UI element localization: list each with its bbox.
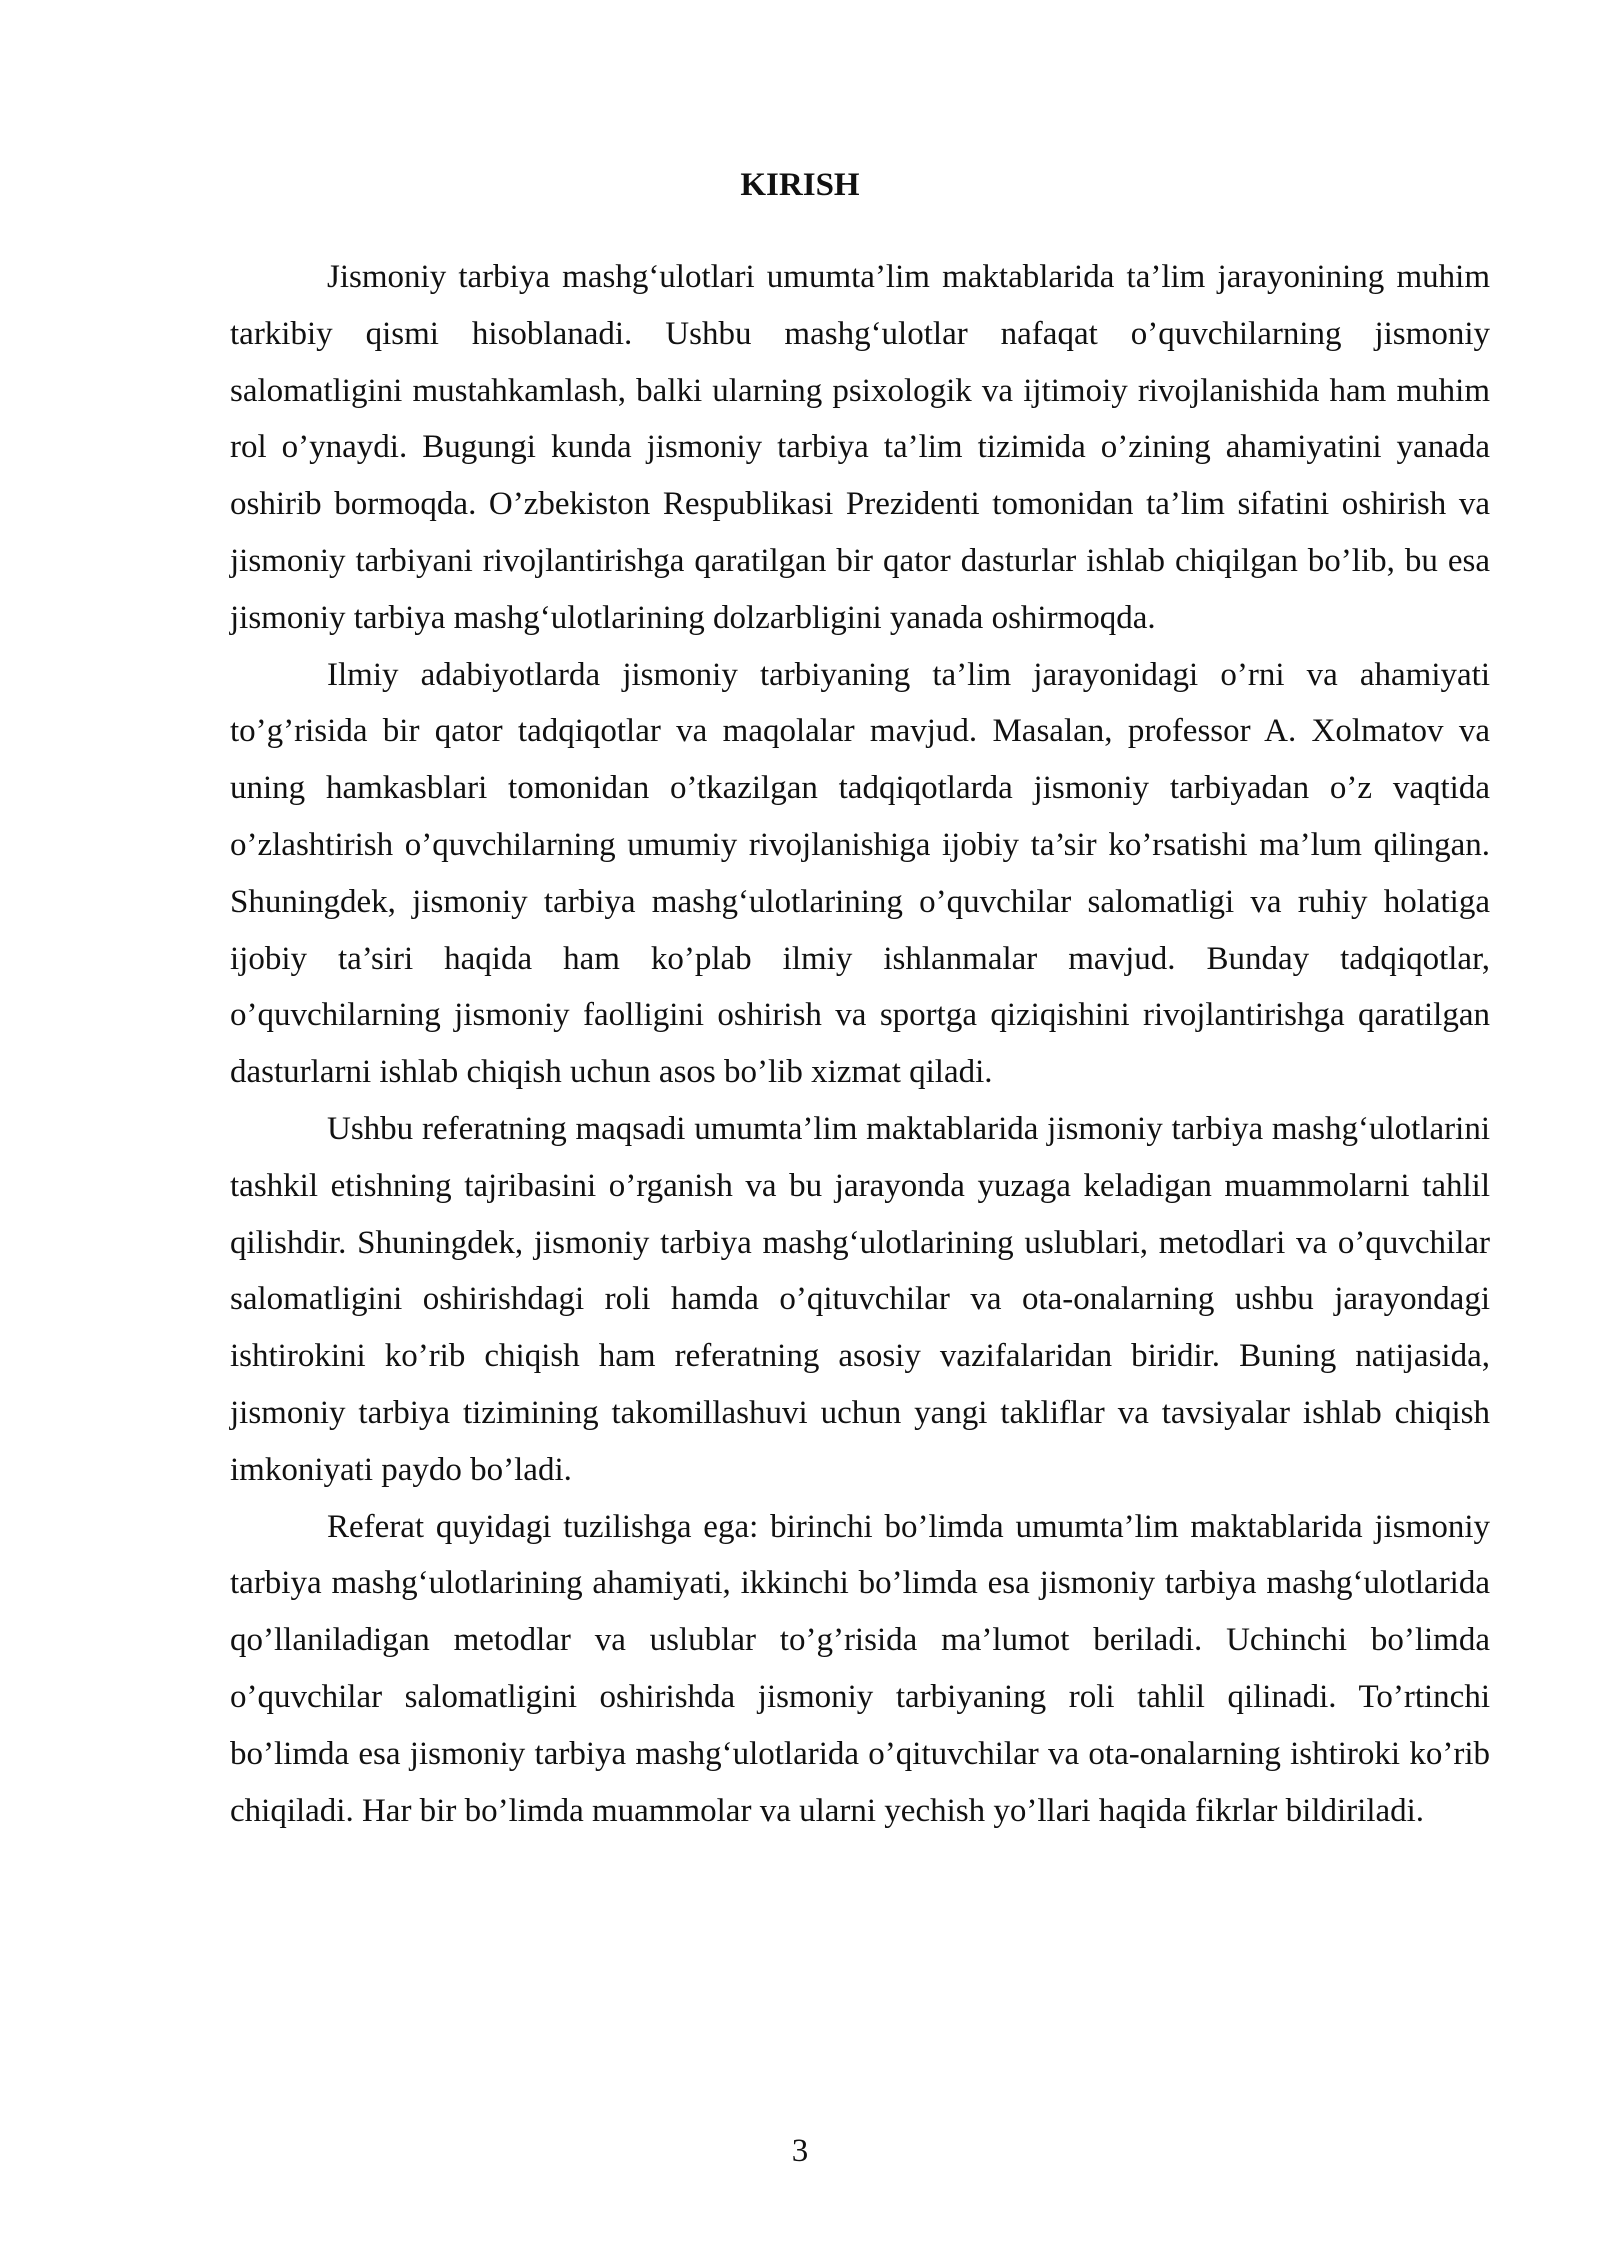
paragraph-goal: Ushbu referatning maqsadi umumta’lim maktablarida jismoniy tarbiya mashg‘ulotlarini tashkil etishning tajribasini o’rganish va bu jarayonda yuzaga keladigan muammolarni tahlil qilishdir. Shuningdek, jismoniy tarbiya mashg‘ulotlarining uslublari, metodlari va o’quvchilar salomatligini oshirishdagi roli hamda o’qituvchilar va ota-onalarning ushbu jarayondagi ishtirokini ko’rib chiqish ham referatning asosiy vazifalaridan biridir. Buning natijasida, jismoniy tarbiya tizimining takomillashuvi uchun yangi takliflar va tavsiyalar ishlab chiqish imkoniyati paydo bo’ladi. <box>230 1110 1490 1488</box>
page-number: 3 <box>791 2133 809 2169</box>
paragraph-literature-review: Ilmiy adabiyotlarda jismoniy tarbiyaning ta’lim jarayonidagi o’rni va ahamiyati to’g’risida bir qator tadqiqotlar va maqolalar mavjud. Masalan, professor A. Xolmatov va uning hamkasblari tomonidan o’tkazilgan tadqiqotlarda jismoniy tarbiyadan o’z vaqtida o’zlashtirish o’quvchilarning umumiy rivojlanishiga ijobiy ta’sir ko’rsatishi ma’lum qilingan. Shuningdek, jismoniy tarbiya mashg‘ulotlarining o’quvchilar salomatligi va ruhiy holatiga ijobiy ta’siri haqida ham ko’plab ilmiy ishlanmalar mavjud. Bunday tadqiqotlar, o’quvchilarning jismoniy faolligini oshirish va sportga qiziqishini rivojlantirishga qaratilgan dasturlarni ishlab chiqish uchun asos bo’lib xizmat qiladi. <box>230 656 1490 1091</box>
section-title: KIRISH <box>740 167 860 203</box>
body-text <box>230 249 1490 1839</box>
paragraph-introduction: Jismoniy tarbiya mashg‘ulotlari umumta’lim maktablarida ta’lim jarayonining muhim tarkibiy qismi hisoblanadi. Ushbu mashg‘ulotlar nafaqat o’quvchilarning jismoniy salomatligini mustahkamlash, balki ularning psixologik va ijtimoiy rivojlanishida ham muhim rol o’ynaydi. Bugungi kunda jismoniy tarbiya ta’lim tizimida o’zining ahamiyatini yanada oshirib bormoqda. O’zbekiston Respublikasi Prezidenti tomonidan ta’lim sifatini oshirish va jismoniy tarbiyani rivojlantirishga qaratilgan bir qator dasturlar ishlab chiqilgan bo’lib, bu esa jismoniy tarbiya mashg‘ulotlarining dolzarbligini yanada oshirmoqda. <box>230 259 1490 636</box>
paragraph-structure: Referat quyidagi tuzilishga ega: birinchi bo’limda umumta’lim maktablarida jismoniy tarbiya mashg‘ulotlarining ahamiyati, ikkinchi bo’limda esa jismoniy tarbiya mashg‘ulotlarida qo’llaniladigan metodlar va uslublar to’g’risida ma’lumot beriladi. Uchinchi bo’limda o’quvchilar salomatligini oshirishda jismoniy tarbiyaning roli tahlil qilinadi. To’rtinchi bo’limda esa jismoniy tarbiya mashg‘ulotlarida o’qituvchilar va ota-onalarning ishtiroki ko’rib chiqiladi. Har bir bo’limda muammolar va ularni yechish yo’llari haqida fikrlar bildiriladi. <box>230 1508 1490 1829</box>
